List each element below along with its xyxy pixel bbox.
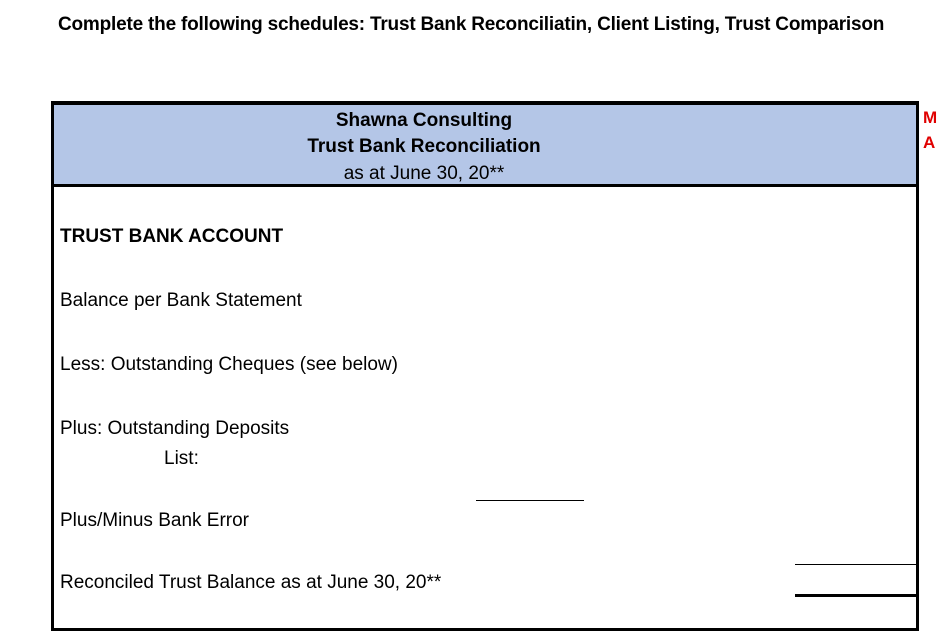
company-name: Shawna Consulting	[335, 110, 513, 131]
reconciled-balance-label: Reconciled Trust Balance as at June 30, 20**	[60, 572, 442, 593]
adjacent-column-text-1: M	[923, 108, 938, 127]
outstanding-deposits-label: Plus: Outstanding Deposits	[60, 418, 290, 439]
section-heading: TRUST BANK ACCOUNT	[60, 226, 284, 247]
instruction-text: Complete the following schedules: Trust Bank Reconciliatin, Client Listing, Trust Comparison	[58, 14, 885, 35]
reconciliation-sheet	[51, 101, 919, 631]
deposits-list-label: List:	[164, 448, 199, 469]
report-title: Trust Bank Reconciliation	[307, 136, 541, 157]
outstanding-cheques-label: Less: Outstanding Cheques (see below)	[60, 354, 398, 375]
bank-error-label: Plus/Minus Bank Error	[60, 510, 250, 531]
report-date: as at June 30, 20**	[343, 163, 505, 184]
total-top-line	[795, 564, 919, 565]
sheet-header	[54, 105, 916, 187]
subtotal-underline	[476, 500, 584, 501]
adjacent-column-text-2: A	[923, 133, 936, 152]
total-double-underline	[795, 594, 919, 597]
balance-label: Balance per Bank Statement	[60, 290, 302, 311]
adjacent-column-clip	[919, 101, 938, 186]
